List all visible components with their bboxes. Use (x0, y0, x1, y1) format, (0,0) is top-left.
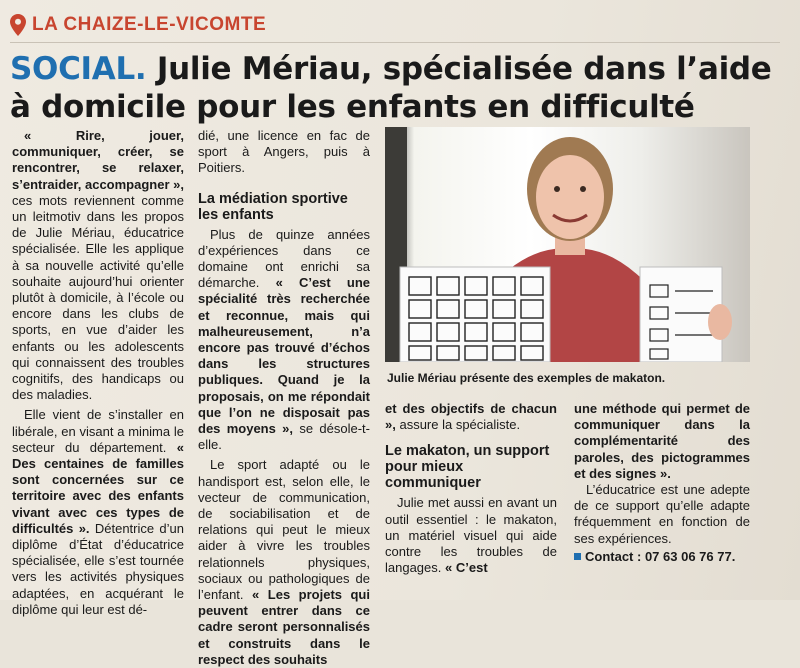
quote: et des objectifs de chacun », (385, 401, 557, 433)
paragraph: dié, une licence en fac de sport à Angers, puis à Poitiers. (198, 128, 370, 176)
paragraph-text: assure la spécialiste. (399, 417, 521, 433)
paragraph-text: ces mots reviennent comme un leitmotiv dans les propos de Julie Mériau, éducatrice spécialisée. Elle les applique à sa nouvelle activité qu’elle souhaite aujourd’hui orienter plutôt à domicile, à l’école ou encore dans les clubs de sports, en vue d’aider les enfants ou les adolescents qui connaissent des troubles cognitifs, des handicaps ou des maladies. (12, 192, 184, 403)
paragraph-text: Le sport adapté ou le handisport est, selon elle, le vecteur de communication, de sociabilisation et de relations qui peut le mieux aider à vivre les troubles relationnels physiques, sociaux ou pathologiques de l’enfant. (198, 457, 370, 603)
paragraph-text: Plus de quinze années d’expériences dans ce domaine ont enrichi sa démarche. (198, 226, 370, 291)
paragraph (385, 401, 557, 433)
photo-caption: Julie Mériau présente des exemples de makaton. (387, 371, 666, 385)
contact-line (574, 549, 735, 564)
article-column-2 (198, 128, 370, 668)
paragraph (198, 227, 370, 454)
location-header (10, 14, 266, 36)
photo-illustration (385, 127, 750, 362)
paragraph-text: Julie met aussi en avant un outil essentiel : le makaton, un matériel visuel qui aide contre les troubles de langages. (385, 495, 557, 576)
paragraph (385, 495, 557, 576)
paragraph-text: Elle vient de s’installer en libérale, en visant a minima le secteur du département. (12, 407, 184, 455)
headline-kicker: SOCIAL. (10, 51, 147, 87)
location-pin-icon (10, 14, 26, 36)
paragraph-text: Détentrice d’un diplôme d’État d’éducatrice spécialisée, elle s’est tournée vers les activités physiques adaptées, en acquérant le diplôme qui leur est dé- (12, 520, 184, 617)
headline-title: Julie Mériau, spécialisée dans l’aide à domicile pour les enfants en difficulté (10, 51, 772, 125)
quote: « C’est une spécialité très recherchée et reconnue, mais qui malheureusement, n’a encore pas trouvé d’échos dans les structures publiques. Quand je la proposais, on me répondait que l’on ne disposait pas des moyens », (198, 275, 370, 437)
quote: « Les projets qui peuvent entrer dans ce cadre seront personnalisés et construits dans le respect des souhaits (198, 587, 370, 667)
paragraph (12, 407, 184, 618)
paragraph (198, 457, 370, 668)
paragraph: L’éducatrice est une adepte de ce support qu’elle adapte fréquemment en fonction de ses expériences. (574, 482, 750, 546)
quote: « Des centaines de familles sont concernées sur ce territoire avec des enfants vivant avec ces types de difficultés ». (12, 439, 184, 536)
divider (10, 42, 780, 43)
contact-phone: Contact : 07 63 06 76 77. (585, 549, 736, 564)
article-column-4 (574, 401, 750, 547)
photo-makaton (385, 127, 750, 362)
square-bullet-icon (574, 553, 581, 560)
quote: une méthode qui permet de communiquer dans la complémentarité des paroles, des pictogrammes et des signes ». (574, 401, 750, 481)
section-subhead: Le makaton, un support pour mieux communiquer (385, 443, 550, 492)
quote: « C’est (445, 560, 488, 576)
quote: « Rire, jouer, communiquer, créer, se rencontrer, se relaxer, s’entraider, accompagner », (12, 128, 184, 192)
section-subhead: La médiation sportive les enfants (198, 190, 348, 223)
article-column-1 (12, 128, 184, 618)
location-label: LA CHAIZE-LE-VICOMTE (32, 14, 267, 35)
paragraph (12, 128, 184, 403)
article-headline (10, 50, 785, 126)
article-column-3 (385, 401, 557, 576)
paragraph-text: se désole-t-elle. (198, 421, 370, 453)
